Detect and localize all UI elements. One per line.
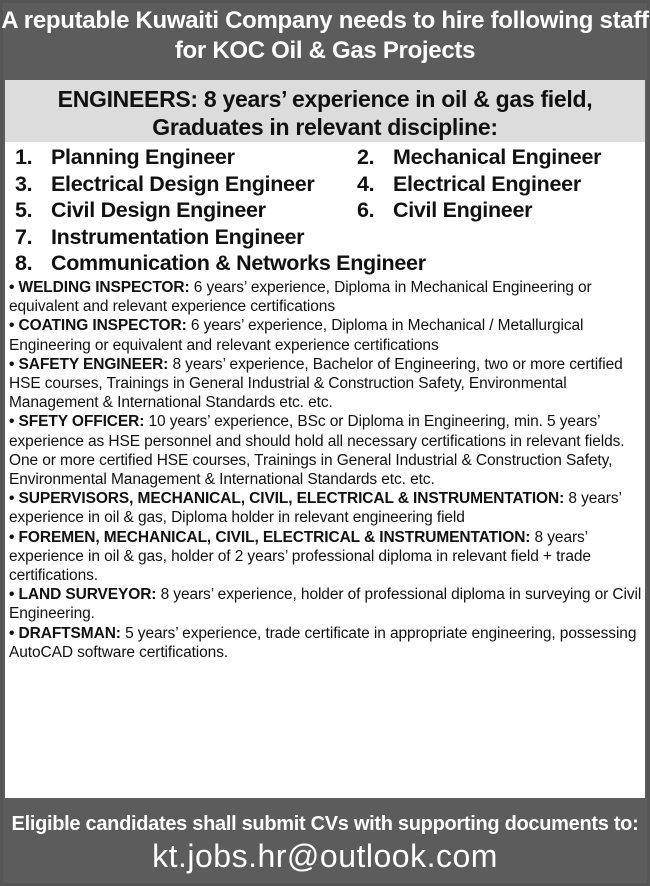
requirement-details: 5 years’ experience, trade certificate in appropriate engineering, possessing AutoCAD software certifications. (9, 624, 637, 661)
requirement-item (9, 489, 643, 527)
submission-note: Eligible candidates shall submit CVs with supporting documents to: (11, 813, 639, 835)
requirement-item (9, 316, 643, 354)
requirement-role: • DRAFTSMAN: (9, 624, 121, 642)
position-title: Electrical Engineer (393, 171, 581, 196)
engineers-requirement-2: Graduates in relevant discipline: (152, 114, 498, 140)
header-line-2: for KOC Oil & Gas Projects (174, 37, 476, 64)
position-title: Mechanical Engineer (393, 145, 602, 169)
requirement-details: 6 years’ experience, Diploma in Mechanical / Metallurgical Engineering or equivalent and relevant experience certifications (9, 317, 584, 354)
position-title: Civil Design Engineer (51, 198, 266, 222)
position-item (15, 224, 304, 251)
position-title: Planning Engineer (51, 145, 235, 169)
ad-footer (0, 800, 650, 886)
position-item (15, 197, 266, 224)
position-title: Communication & Networks Engineer (51, 251, 426, 275)
position-title: Instrumentation Engineer (51, 224, 305, 249)
requirement-item (9, 412, 643, 489)
position-item (15, 171, 314, 198)
requirement-details: 8 years’ experience, holder of professional diploma in surveying or Civil Engineering. (9, 586, 642, 623)
requirement-item (9, 355, 643, 413)
position-number: 2. (357, 145, 375, 169)
position-title: Electrical Design Engineer (51, 171, 315, 196)
requirement-item (9, 278, 643, 316)
position-number: 1. (15, 145, 33, 169)
position-number: 7. (15, 224, 33, 249)
position-number: 3. (15, 171, 33, 196)
position-item (15, 144, 235, 171)
position-number: 5. (15, 198, 33, 222)
requirement-role: • SAFETY ENGINEER: (9, 355, 169, 373)
requirement-item (9, 624, 643, 662)
position-number: 8. (15, 251, 33, 275)
position-number: 6. (357, 198, 375, 222)
requirement-role: • FOREMEN, MECHANICAL, CIVIL, ELECTRICAL & INSTRUMENTATION: (9, 528, 531, 546)
requirement-role: • SUPERVISORS, MECHANICAL, CIVIL, ELECTRICAL & INSTRUMENTATION: (9, 490, 565, 508)
requirement-item (9, 585, 643, 623)
engineers-heading (5, 80, 645, 142)
requirement-role: • SFETY OFFICER: (9, 413, 145, 431)
position-item (15, 250, 426, 277)
requirement-details: 8 years’ experience in oil & gas, Diploma holder in relevant engineering field (9, 490, 622, 527)
requirement-role: • LAND SURVEYOR: (9, 586, 157, 604)
requirement-details: 8 years’ experience in oil & gas, holder of 2 years’ professional diploma in relevant field + trade certifications. (9, 528, 591, 585)
requirement-details: 8 years’ experience, Bachelor of Engineering, two or more certified HSE courses, Trainings in General Industrial & Construction Safety, Environmental Management & International Standards etc. etc. (9, 355, 623, 412)
requirement-details: 6 years’ experience, Diploma in Mechanical Engineering or equivalent and relevant experience certifications (9, 279, 592, 316)
requirement-role: • COATING INSPECTOR: (9, 317, 187, 335)
engineers-label: ENGINEERS: (57, 86, 198, 112)
contact-email: kt.jobs.hr@outlook.com (152, 838, 498, 874)
position-number: 4. (357, 171, 375, 196)
position-item (357, 171, 581, 198)
engineers-requirement-1: 8 years’ experience in oil & gas field, (203, 86, 593, 112)
position-item (357, 197, 532, 224)
requirement-item (9, 528, 643, 586)
requirement-details: 10 years’ experience, BSc or Diploma in Engineering, min. 5 years’ experience as HSE personnel and should hold all necessary certifications in relevant fields. One or more certified HSE courses, Trainings in General Industrial & Construction Safety, Environmental Management & International Standards etc. etc. (9, 413, 625, 489)
position-item (357, 144, 601, 171)
ad-header (0, 0, 650, 78)
position-title: Civil Engineer (393, 198, 533, 222)
header-line-1: A reputable Kuwaiti Company needs to hire following staff (1, 7, 649, 34)
content-panel (5, 80, 645, 798)
requirement-role: • WELDING INSPECTOR: (9, 279, 190, 296)
requirements-list (9, 278, 643, 662)
